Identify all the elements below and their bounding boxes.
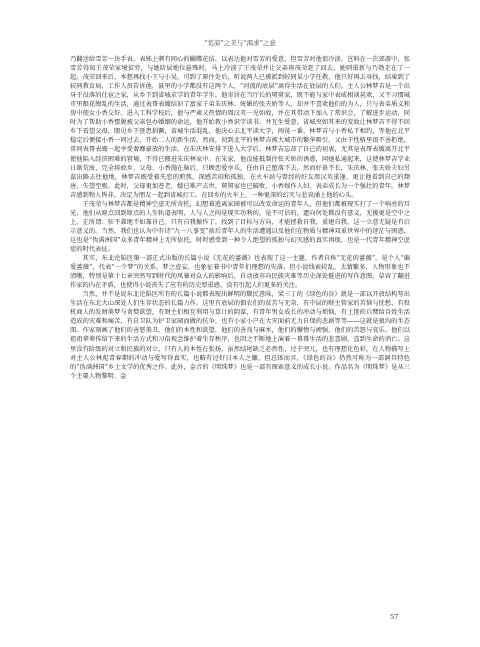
- running-header: “荒凉”之美与“渴求”之意: [204, 39, 276, 47]
- paragraph: 乃翻送给雪芳一块手表，表姊上刺有同心的蝴蝶花结，以表达他对雪芳的爱意，但雪芳对他很冷淡。岂料在一次郊游中，张雪芳得知王茂荣家境贫穷，与她阶层地位悬殊时，马上冷淡了王茂荣并让父亲将茂荣赶了回去，她则重新与乃勃走在了一起。茂荣回来后，本想再找小王与小吴，可到了原住处后，听说两人已被派到较同某小学任教，他只好再去寻找，结果到了较同教育局，工作人员告诉他，县里的小学都没有这两个人，“河流的底层”离得生活在底层的人们。主人公林梦吉是一个出身于没落的仕宦之家，从乡下到省城求学的青年学生。他寄居在当厅长的舅舅家，既不能与家中表威相谈甚欢，又不习惯城市里眼花缭乱的生活，通过表哥表嫂结识了富家子弟朱庆林、妩媚的张天娇等人，却并不喜欢他们的为人，只与表弟质义和房中使女小香交好。进入工科学校后，他与严肃又热情的周汉英一见如故，并在其带动下加入了常识会，了解进步运动，同时为了帮助小香摆脱被父亲包办婚姻的命运，他开始教小香识字读书，并互生爱意。省城突如其来的变故让林梦吉不得不回乡下看望父母，眼见乡下匪患猖獗，省城生活混乱，他决心去北平读大学，闯荡一番。林梦吉与小香私下相约，等他在北平稳定后便接小香一同过去，开始二人的新生活。然而，初到北平的林梦吉被大城市的繁华吸引，又由于性格里很不善拒绝，常同表哥表嫂一起享受奢靡豪放的生活。在朱庆林安排下进入大学后，林梦吉忘却了自己的初衷，尤其是表哥表嫂离开北平使他陷入经济困难的窘境，不得已搬进朱庆林家中。在朱家，他没能抵制住张天娇的诱惑，同她私通起来，这使林梦吉学业日渐荒废，完全将故乡、父母、小香抛在脑后，只顾恋爱享乐，任由自己堕落下去。然而好景不长，朱庆林、张天娇夫妇另谋出路去往他地，林梦吉既受着失恋的煎熬，深感苦闷和孤独，在火车站与曾经的好友周汉英重逢，更让他看到自己的颓唐，失望至极。此时，父母更加苍老，嫂已难产去世，舅舅家也已破败，小香嫁作人妇，表弟成长为一个强壮的青年。林梦吉感到物人皆非，决定为朋友一起到省城打工。在回乡的火车上，一种更深的幻灭与悲哀涌上他的心头。: [70, 56, 410, 199]
- body-text: [70, 55, 410, 381]
- paragraph: 王茂荣与林梦吉都是精神空虚无所寄托，幻想着逃离家园被可以改变命运的青年人，但他们都被现实打了一个响亮的耳光，他们从原点回到原点的人生轨道表明，人与人之间是现实功利的，是不可信的，遗向何处都没有意义，无援更是空中之上，正所谓：驻不靠地不如靠自己。只有自我振作了，找到了目标与方向，才能拯救自我，重建自我。这一立意无疑是有启示意义的。当然，我们也认为中有诗“九一八事变”前后青年人的生活遭遇以及他们在物质与精神双重世界中的迷茫与困惑，这也是“伪满洲国”众多青年精神上无所依托，时时感受到一种令人绝望的孤独与幻灭感的真实再现，也是一代青年精神空虚症的时代表征。: [70, 200, 410, 253]
- paragraph: 当然，并不是说东北沦陷区所有的长篇小说都表现出鲜明的颓民意味，梁三丁的《绿色的谷》就是一部以开放结构写出生活在东北大山深处人们生存状态的长篇力作。这里有底层的佃农们的贫苦与无奈，有中层的财主管家的苦恼与忧愁，有投机商人的发财美梦与贪婪欲望，有财主们相互利用与算计的阴谋，有青年男女成长的冲动与烦恼，有土匪的兵燹给百姓生活造成的灾难和痛苦，有自卫队为护卫家园而做的抗争，也有小家小户在大灾面前无力自保的悲剧等等——这就是狼沟的生态图。作家刻画了他们的善恶美丑，他们的本性和欲望，他们的善良与麻木，他们的懈惰与顽强，他们的苦怒与哀乐。他们以祖祖辈辈传给下来的生活方式和习俗观念维护着生存秩序，也因之不断地上演着一幕幕生活的悲喜剧，直到生命的消亡。这里没有阶级的对立和民族的对立，只有人的本性在张扬，虽然结尾缺乏必然性，过于突兀，也有理想化色彩，在人物描写上对主人公林彪青春期的冲动与爱写得真实，也略有过好日本人之嫌，但总体而言，《绿色的谷》仍然可称为一部洞具特色的“伪满洲国”乡土文学的优秀之作。此外，金音的《明珠梦》也是一部有探索意义的成长小说。作品名为《明珠梦》是从三个主要人物黎明、金: [70, 291, 410, 380]
- page-number: 57: [390, 613, 399, 621]
- paragraph: 其实，东北沦陷区第一部正式出版的长篇小说《无花的蔷薇》也表现了这一主题，作者自称“无花的蔷薇”，是个人“偏爱蔷薇”，代表“一个梦”的关系。梦之虚妄，也象征着书中青年们理想的失落。但小说线索较乱，太猜繁多，人物形象也不清晰，特别是第十七章突然写到时代的风暴对众人的影响后，自动放弃向民族灾难等历史深处挺进的写作意图，草菅了翻进作家的内在矛盾，也使得小说丧失了应有的历史厚重感，没有引起人们更多的关注。: [70, 255, 410, 290]
